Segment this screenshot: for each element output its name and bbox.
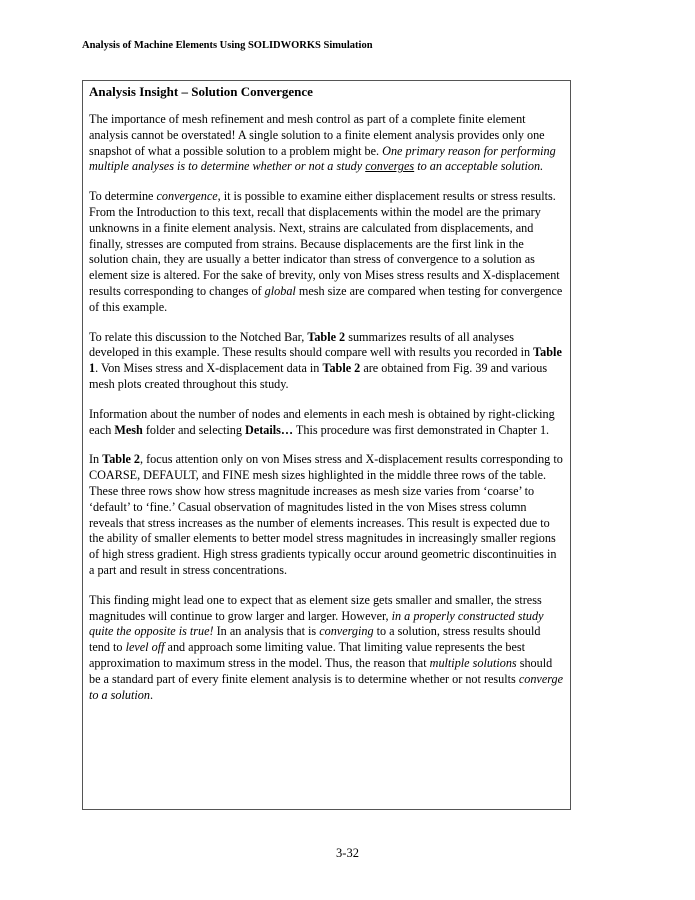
table-2-ref: Table 2 bbox=[102, 452, 141, 467]
paragraph-determine-convergence: To determine convergence, it is possible to examine either displacement results or stress results. From the Introduction to this text, recall that displacements within the model are the primary unknowns in a finite element analysis. Next, strains are calculated from displacements, and finally, stresses are computed from strains. Because displacements are the first link in the solution chain, they are usually a better indicator than stress of convergence to a solution as element size is altered. For the sake of brevity, only von Mises stress results and X-displacement results corresponding to changes of global mesh size are compared when testing for convergence of this example. bbox=[89, 189, 563, 314]
running-header: Analysis of Machine Elements Using SOLIDWORKS Simulation bbox=[82, 40, 373, 51]
paragraph-notched-bar-tables: To relate this discussion to the Notched Bar, Table 2 summarizes results of all analyses developed in this example. These results should compare well with results you recorded in Table 1. Von Mises stress and X-displacement data in Table 2 are obtained from Fig. 39 and various mesh plots created throughout this study. bbox=[89, 329, 562, 391]
mesh-folder-ref: Mesh bbox=[114, 422, 143, 437]
paragraph-mesh-refinement: The importance of mesh refinement and mesh control as part of a complete finite element analysis cannot be overstated! A single solution to a finite element analysis provides only one snapshot of what a possible solution to a problem might be. One primary reason for performing multiple analyses is to determine whether or not a study converges to an acceptable solution. bbox=[89, 112, 556, 174]
page-number: 3-32 bbox=[336, 846, 359, 860]
paragraph-converging-solution: This finding might lead one to expect that as element size gets smaller and smaller, the stress magnitudes will continue to grow larger and larger. However, in a properly constructed study quite the opposite is true! In an analysis that is converging to a solution, stress results should tend to level off and approach some limiting value. That limiting value represents the best approximation to maximum stress in the model. Thus, the reason that multiple solutions should be a standard part of every finite element analysis is to determine whether or not results converge to a solution. bbox=[89, 592, 564, 702]
table-2-ref: Table 2 bbox=[307, 329, 346, 344]
table-2-ref: Table 2 bbox=[322, 361, 361, 376]
converges-term: converges bbox=[365, 159, 415, 174]
table-1-ref: Table 1 bbox=[89, 345, 562, 376]
details-menu-ref: Details… bbox=[245, 422, 294, 437]
paragraph-mesh-details: Information about the number of nodes and elements in each mesh is obtained by right-clicking each Mesh folder and selecting Details… This procedure was first demonstrated in Chapter 1. bbox=[89, 406, 555, 437]
paragraph-table-2-focus: In Table 2, focus attention only on von Mises stress and X-displacement results corresponding to COARSE, DEFAULT, and FINE mesh sizes highlighted in the middle three rows of the table. These three rows show how stress magnitude increases as mesh size varies from ‘coarse’ to ‘default’ to ‘fine.’ Casual observation of magnitudes listed in the von Mises stress column reveals that stress increases as the number of elements increases. This result is expected due to the ability of smaller elements to better model stress magnitudes in increasingly smaller regions of high stress gradient. High stress gradients typically occur around geometric discontinuities in a part and result in stress concentrations. bbox=[89, 452, 563, 577]
insight-title: Analysis Insight – Solution Convergence bbox=[89, 84, 313, 99]
analysis-insight-box bbox=[82, 80, 571, 810]
